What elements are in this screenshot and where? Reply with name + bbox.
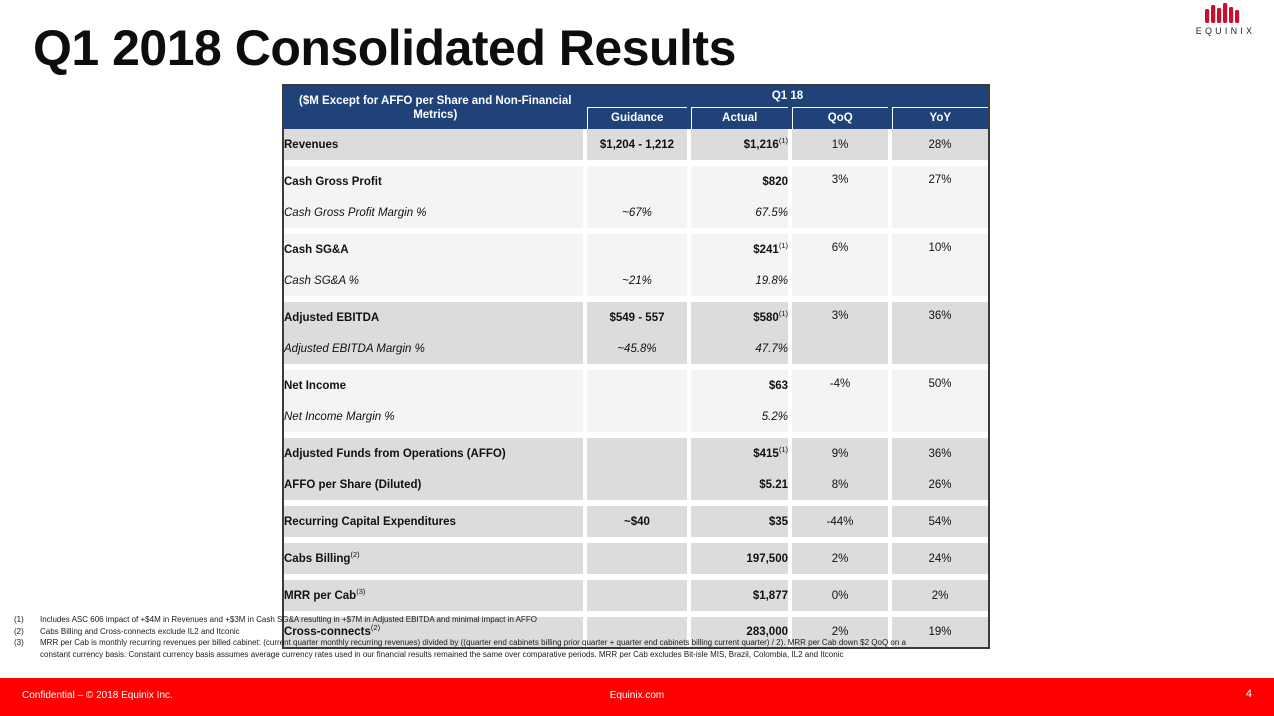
cell-actual: $580$^{(1)}$ bbox=[691, 302, 788, 333]
cell-qoq: 8% bbox=[792, 469, 888, 500]
footnote-text: Cabs Billing and Cross-connects exclude IL2 and Itconic bbox=[40, 626, 240, 636]
cell-actual: $63 bbox=[691, 370, 788, 401]
cell-guidance: ~45.8% bbox=[587, 333, 687, 364]
consolidated-results-table bbox=[282, 84, 990, 649]
row-label-cell: Cash Gross Profit bbox=[283, 166, 583, 197]
footnote-marker: (2) bbox=[14, 626, 24, 636]
row-label-cell: Adjusted EBITDA bbox=[283, 302, 583, 333]
footnote-item bbox=[14, 627, 1264, 638]
cell-guidance bbox=[587, 370, 687, 401]
cell-qoq: 0% bbox=[792, 580, 888, 611]
cell-yoy: 50% bbox=[892, 370, 989, 432]
footnote-item bbox=[14, 615, 1264, 626]
row-label-cell: Cross-connects$^{(2)}$ bbox=[283, 617, 583, 648]
consolidated-results-table-wrapper bbox=[282, 84, 988, 649]
column-header-qoq: QoQ bbox=[792, 107, 888, 129]
cell-yoy: 36% bbox=[892, 302, 989, 364]
row-label-cell: Cash SG&A bbox=[283, 234, 583, 265]
footnote-text: Includes ASC 606 impact of +$4M in Revenues and +$3M in Cash SG&A resulting in +$7M in Adjusted EBITDA and minimal impact in AFFO bbox=[40, 615, 537, 624]
table-corner-header: ($M Except for AFFO per Share and Non-Financial Metrics) bbox=[283, 85, 587, 129]
footer-page-number: 4 bbox=[1245, 688, 1252, 700]
row-label-cell: MRR per Cab$^{(3)}$ bbox=[283, 580, 583, 611]
footnote-marker: (3) bbox=[14, 638, 24, 647]
cell-qoq: -44% bbox=[792, 506, 888, 537]
cell-guidance: ~$40 bbox=[587, 506, 687, 537]
cell-yoy: 10% bbox=[892, 234, 989, 296]
table-body bbox=[283, 129, 989, 648]
cell-guidance: ~21% bbox=[587, 265, 687, 296]
table-row bbox=[283, 166, 989, 197]
row-label-cell: Cash SG&A % bbox=[283, 265, 583, 296]
equinix-logo-icon bbox=[1204, 2, 1244, 24]
cell-actual: 67.5% bbox=[691, 197, 788, 228]
cell-guidance bbox=[587, 469, 687, 500]
equinix-wordmark: EQUINIX bbox=[1195, 26, 1256, 36]
table-row bbox=[283, 580, 989, 611]
row-label-cell: Revenues bbox=[283, 129, 583, 160]
row-label-cell: Adjusted EBITDA Margin % bbox=[283, 333, 583, 364]
cell-yoy: 28% bbox=[892, 129, 989, 160]
footnote-text: MRR per Cab is monthly recurring revenues per billed cabinet: (current quarter monthly recurring revenues) divided by ((quarter end cabinets billing prior quarter + quarter end cabinets billing current quarter) / 2). MRR per Cab down $2 QoQ on a bbox=[40, 638, 906, 647]
equinix-logo bbox=[1178, 2, 1270, 44]
table-header bbox=[283, 85, 989, 129]
row-label-cell: Net Income Margin % bbox=[283, 401, 583, 432]
col-gap-3 bbox=[788, 401, 792, 432]
column-header-yoy: YoY bbox=[892, 107, 989, 129]
cell-yoy: 26% bbox=[892, 469, 989, 500]
cell-actual: $1,216$^{(1)}$ bbox=[691, 129, 788, 160]
table-row bbox=[283, 234, 989, 265]
column-header-actual: Actual bbox=[691, 107, 788, 129]
cell-guidance bbox=[587, 580, 687, 611]
col-gap-3 bbox=[788, 265, 792, 296]
cell-qoq: 2% bbox=[792, 617, 888, 648]
footnote-item bbox=[14, 638, 1264, 649]
cell-actual: $5.21 bbox=[691, 469, 788, 500]
cell-qoq: 6% bbox=[792, 234, 888, 296]
cell-actual: 283,000 bbox=[691, 617, 788, 648]
cell-guidance bbox=[587, 401, 687, 432]
slide-footer bbox=[0, 678, 1274, 716]
cell-qoq: 9% bbox=[792, 438, 888, 469]
column-header-guidance: Guidance bbox=[587, 107, 687, 129]
cell-yoy: 24% bbox=[892, 543, 989, 574]
col-gap-3 bbox=[788, 197, 792, 228]
cell-guidance: $549 - 557 bbox=[587, 302, 687, 333]
footer-website[interactable]: Equinix.com bbox=[609, 690, 665, 701]
table-row bbox=[283, 543, 989, 574]
row-label-cell: Recurring Capital Expenditures bbox=[283, 506, 583, 537]
cell-yoy: 54% bbox=[892, 506, 989, 537]
table-period-header: Q1 18 bbox=[587, 85, 989, 107]
cell-actual: $1,877 bbox=[691, 580, 788, 611]
cell-guidance bbox=[587, 543, 687, 574]
cell-actual: 47.7% bbox=[691, 333, 788, 364]
row-label-cell: Adjusted Funds from Operations (AFFO) bbox=[283, 438, 583, 469]
cell-actual: $241$^{(1)}$ bbox=[691, 234, 788, 265]
table-row bbox=[283, 129, 989, 160]
cell-yoy: 2% bbox=[892, 580, 989, 611]
cell-actual: 19.8% bbox=[691, 265, 788, 296]
row-label-cell: Cabs Billing$^{(2)}$ bbox=[283, 543, 583, 574]
footnote-marker: (1) bbox=[14, 615, 24, 624]
cell-actual: $35 bbox=[691, 506, 788, 537]
cell-actual: $415$^{(1)}$ bbox=[691, 438, 788, 469]
cell-guidance: $1,204 - 1,212 bbox=[587, 129, 687, 160]
cell-guidance bbox=[587, 166, 687, 197]
cell-qoq: 3% bbox=[792, 302, 888, 364]
cell-qoq: -4% bbox=[792, 370, 888, 432]
cell-yoy: 36% bbox=[892, 438, 989, 469]
row-label-cell: Net Income bbox=[283, 370, 583, 401]
table-row bbox=[283, 506, 989, 537]
cell-yoy: 19% bbox=[892, 617, 989, 648]
table-row bbox=[283, 469, 989, 500]
page-title: Q1 2018 Consolidated Results bbox=[33, 20, 736, 76]
footnote-continuation: constant currency basis. Constant currency basis assumes average currency rates used in our financial results remained the same over comparative periods. MRR per Cab excludes Bit-isle MIS, Brazil, Colombia, IL2 and Itconic bbox=[40, 649, 844, 659]
cell-qoq: 3% bbox=[792, 166, 888, 228]
cell-actual: $820 bbox=[691, 166, 788, 197]
cell-guidance: ~67% bbox=[587, 197, 687, 228]
table-row bbox=[283, 370, 989, 401]
footer-confidential: Confidential – © 2018 Equinix Inc. bbox=[22, 690, 173, 701]
cell-qoq: 1% bbox=[792, 129, 888, 160]
cell-yoy: 27% bbox=[892, 166, 989, 228]
cell-guidance bbox=[587, 438, 687, 469]
cell-actual: 197,500 bbox=[691, 543, 788, 574]
footnotes-block bbox=[14, 615, 1264, 660]
col-gap-3 bbox=[788, 333, 792, 364]
table-row bbox=[283, 302, 989, 333]
table-row bbox=[283, 438, 989, 469]
cell-qoq: 2% bbox=[792, 543, 888, 574]
row-label-cell: Cash Gross Profit Margin % bbox=[283, 197, 583, 228]
cell-actual: 5.2% bbox=[691, 401, 788, 432]
cell-guidance bbox=[587, 234, 687, 265]
row-label-cell: AFFO per Share (Diluted) bbox=[283, 469, 583, 500]
